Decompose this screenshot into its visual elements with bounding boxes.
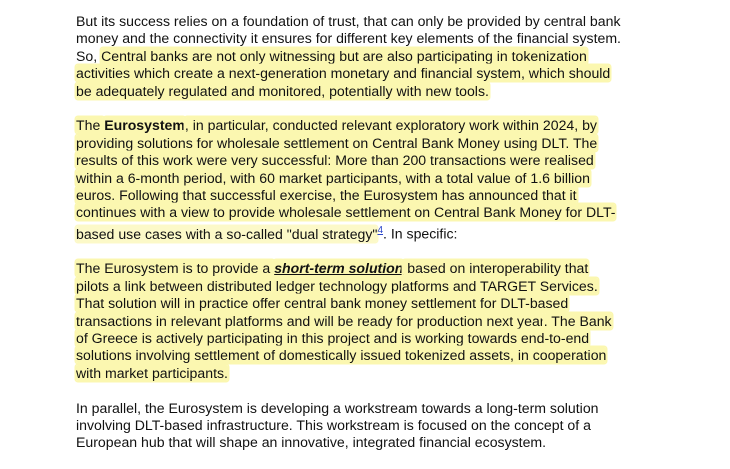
paragraph-long-term-solution xyxy=(76,400,716,452)
text: So, xyxy=(76,47,102,64)
paragraph-eurosystem xyxy=(76,117,716,243)
bold-text: Eurosystem xyxy=(104,117,185,134)
highlighted-text: The Eurosystem is to provide a xyxy=(76,260,275,277)
text-line xyxy=(76,187,716,204)
text-line xyxy=(76,417,716,434)
text: . In specific: xyxy=(383,225,458,242)
text-line xyxy=(76,347,716,364)
text-line xyxy=(76,135,716,152)
text: In parallel, the Eurosystem is developing a workstream towards a long-term solution xyxy=(76,399,599,416)
text: money and the connectivity it ensures for different key elements of the financial system. xyxy=(76,30,621,47)
text-line xyxy=(76,30,716,47)
highlighted-text: based use cases with a so-called "dual strategy" xyxy=(76,225,378,242)
highlighted-text: continues with a view to provide wholesale settlement on Central Bank Money for DLT- xyxy=(76,204,616,221)
text-line xyxy=(76,400,716,417)
footnote-link[interactable]: 4 xyxy=(377,224,384,236)
highlighted-text: Central banks are not only witnessing but are also participating in tokenization xyxy=(101,47,587,64)
text-line xyxy=(76,152,716,169)
highlighted-text: euros. Following that successful exercise, the Eurosystem has announced that it xyxy=(76,187,577,204)
highlighted-text: pilots a link between distributed ledger technology platforms and TARGET Services. xyxy=(76,277,598,294)
text-line xyxy=(76,83,716,100)
paragraph-trust xyxy=(76,13,716,100)
highlighted-text: within a 6-month period, with 60 market participants, with a total value of 1.6 billion xyxy=(76,169,590,186)
highlighted-text: transactions in relevant platforms and will be ready for production xyxy=(76,312,487,329)
text-line xyxy=(76,365,716,382)
text-line xyxy=(76,13,716,30)
underlined-text: next year xyxy=(486,312,544,329)
text-line xyxy=(76,48,716,65)
text-line xyxy=(76,117,716,134)
highlighted-text: activities which create a next-generation monetary and financial system, which should xyxy=(76,65,611,82)
text-line xyxy=(76,260,716,277)
highlighted-text: based on interoperability that xyxy=(403,260,589,277)
text-line xyxy=(76,222,716,243)
text-line xyxy=(76,65,716,82)
emphasized-text: short-term solution xyxy=(274,260,404,277)
text: European hub that will shape an innovative, integrated financial ecosystem. xyxy=(76,434,547,451)
text-line xyxy=(76,295,716,312)
document-body xyxy=(76,13,716,469)
text-line xyxy=(76,330,716,347)
text-line xyxy=(76,278,716,295)
highlighted-text: be adequately regulated and monitored, potentially with new tools. xyxy=(76,82,489,99)
highlighted-text: providing solutions for wholesale settlement on Central Bank Money using DLT. The xyxy=(76,134,598,151)
highlighted-text: with market participants. xyxy=(76,364,228,381)
highlighted-text: That solution will in practice offer central bank money settlement for DLT-based xyxy=(76,295,569,312)
highlighted-text: , in particular, conducted relevant exploratory work within 2024, by xyxy=(184,117,597,134)
highlighted-text: The xyxy=(76,117,105,134)
highlighted-text: solutions involving settlement of domestically issued tokenized assets, in cooperation xyxy=(76,347,607,364)
highlighted-text: . The Bank xyxy=(543,312,612,329)
text-line xyxy=(76,204,716,221)
text-line xyxy=(76,170,716,187)
highlighted-text: results of this work were very successful: More than 200 transactions were realised xyxy=(76,152,594,169)
text: But its success relies on a foundation of trust, that can only be provided by central bank xyxy=(76,13,621,29)
paragraph-short-term-solution xyxy=(76,260,716,382)
highlighted-text: of Greece is actively participating in this project and is working towards end-to-end xyxy=(76,329,590,346)
text-line xyxy=(76,434,716,451)
text: involving DLT-based infrastructure. This workstream is focused on the concept of a xyxy=(76,416,591,433)
text-line xyxy=(76,313,716,330)
